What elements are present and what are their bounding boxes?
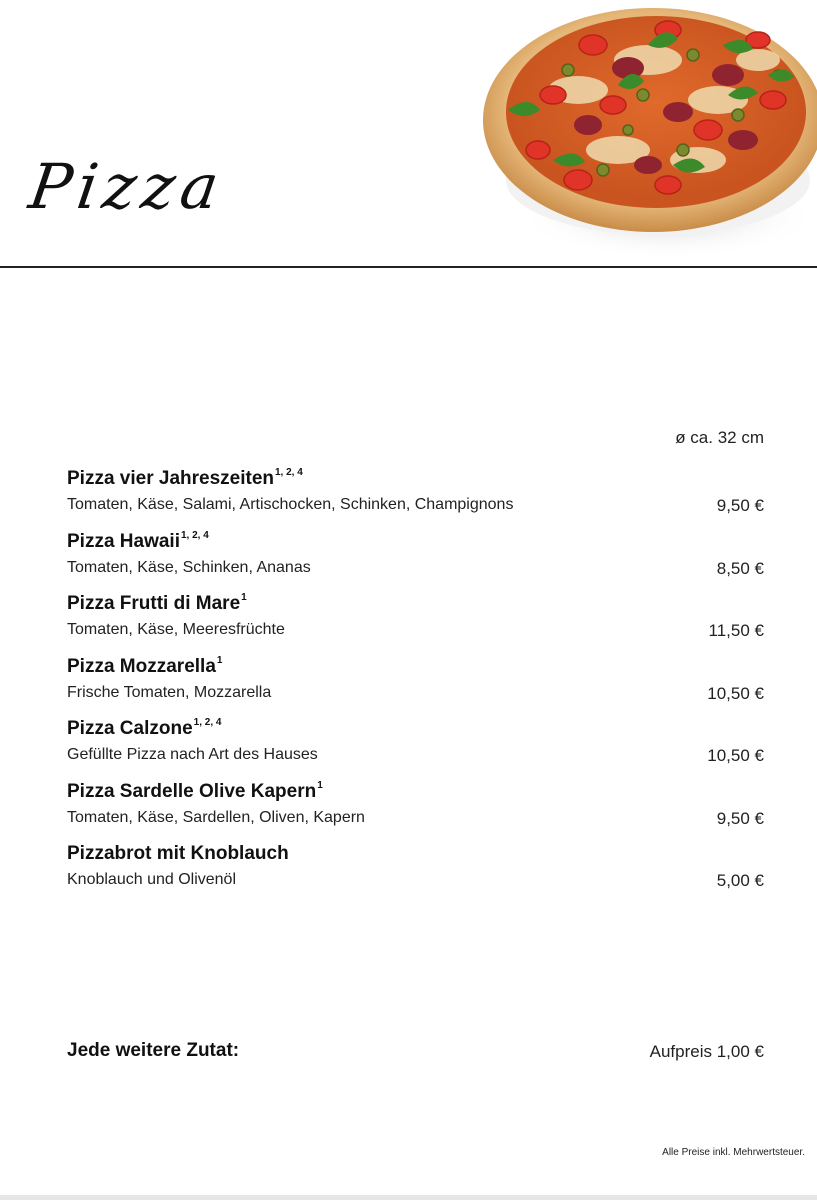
item-name-text: Pizza Sardelle Olive Kapern	[67, 780, 317, 802]
item-price: 9,50 €	[716, 808, 764, 828]
allergen-note: 1, 2, 4	[181, 529, 209, 541]
item-name-text: Pizza Calzone	[67, 718, 193, 739]
item-name-text: Pizza Hawaii	[67, 530, 180, 552]
item-name-text: Pizza Mozzarella	[67, 655, 216, 677]
item-name-text: Pizza Frutti di Mare	[67, 593, 241, 614]
page-bottom-edge	[0, 1195, 817, 1200]
item-price: 5,00 €	[716, 871, 764, 890]
menu-item	[67, 530, 764, 593]
allergen-note: 1	[317, 779, 323, 791]
menu-item	[67, 467, 764, 530]
menu-list	[67, 467, 764, 905]
tax-footnote: Alle Preise inkl. Mehrwertsteuer.	[662, 1147, 805, 1158]
menu-item	[67, 655, 764, 718]
item-description: Frische Tomaten, Mozzarella	[67, 683, 272, 701]
item-price: 10,50 €	[707, 746, 764, 765]
allergen-note: 1, 2, 4	[275, 467, 303, 478]
extra-topping-label: Jede weitere Zutat:	[67, 1040, 240, 1061]
menu-header	[0, 0, 817, 268]
item-name	[67, 717, 221, 740]
item-price: 9,50 €	[716, 496, 764, 515]
size-note: ø ca. 32 cm	[675, 428, 764, 447]
item-description: Tomaten, Käse, Meeresfrüchte	[67, 621, 285, 638]
allergen-note: 1, 2, 4	[193, 717, 222, 728]
menu-item	[67, 592, 764, 655]
extra-topping-price: Aufpreis 1,00 €	[649, 1042, 764, 1061]
extra-topping-row	[67, 1040, 764, 1070]
item-name	[67, 530, 209, 553]
item-description: Tomaten, Käse, Sardellen, Oliven, Kapern	[67, 808, 365, 826]
pizza-photo	[468, 0, 817, 266]
item-name-text: Pizzabrot mit Knoblauch	[67, 843, 289, 864]
menu-item	[67, 780, 764, 843]
item-description: Gefüllte Pizza nach Art des Hauses	[67, 746, 318, 763]
item-name-text: Pizza vier Jahreszeiten	[67, 468, 274, 489]
menu-item	[67, 717, 764, 780]
item-price: 10,50 €	[707, 683, 764, 703]
menu-item	[67, 842, 764, 905]
allergen-note: 1	[216, 654, 223, 666]
item-description: Tomaten, Käse, Salami, Artischocken, Schinken, Champignons	[67, 496, 514, 513]
item-name	[67, 780, 323, 803]
item-description: Tomaten, Käse, Schinken, Ananas	[67, 558, 311, 576]
page-title: Pizza	[24, 150, 229, 223]
item-price: 11,50 €	[708, 621, 764, 640]
item-name	[67, 592, 247, 615]
header-divider	[0, 266, 817, 268]
item-name	[67, 842, 290, 865]
item-name	[67, 655, 222, 678]
item-name	[67, 467, 303, 490]
item-price: 8,50 €	[716, 558, 764, 578]
allergen-note: 1	[241, 592, 247, 603]
item-description: Knoblauch und Olivenöl	[67, 871, 237, 888]
